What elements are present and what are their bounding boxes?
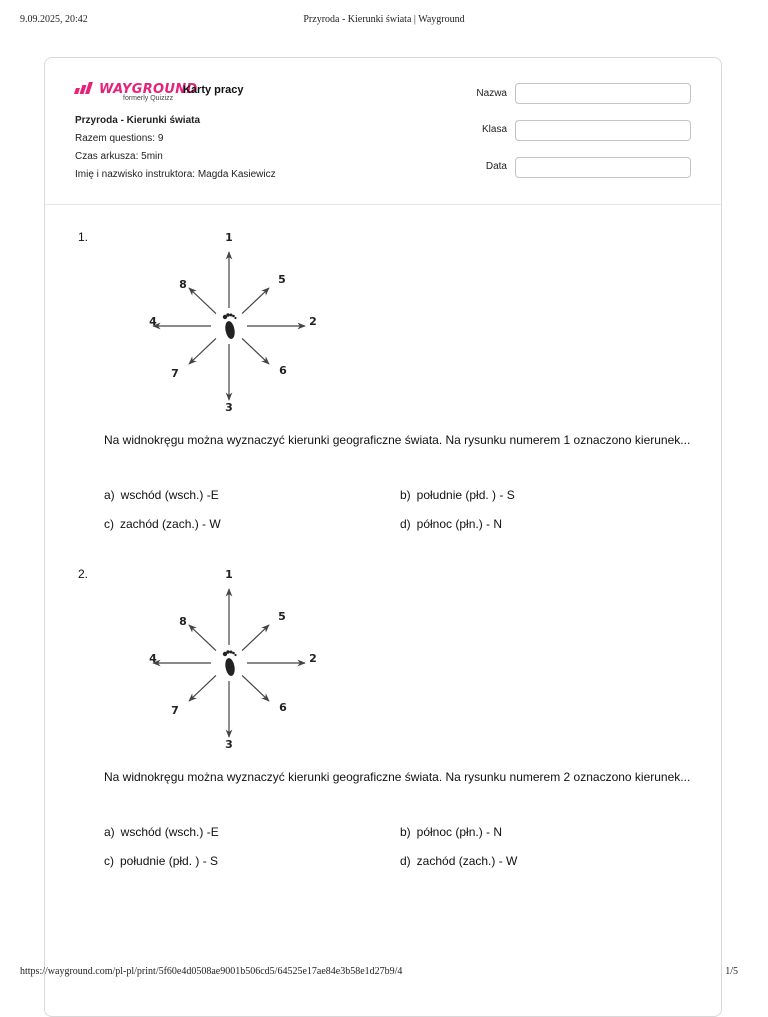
direction-label: 3 [225, 738, 233, 751]
direction-arrow [189, 288, 216, 314]
direction-arrow [189, 338, 216, 364]
direction-label: 8 [179, 615, 187, 628]
option-c[interactable]: c) południe (płd. ) - S [104, 854, 219, 868]
direction-arrow [189, 625, 216, 651]
compass-svg [141, 228, 331, 414]
direction-label: 6 [279, 364, 287, 377]
option-a[interactable]: a) wschód (wsch.) -E [104, 825, 219, 839]
footprint-icon [223, 650, 237, 676]
compass-diagram [141, 565, 331, 751]
date-field[interactable] [515, 157, 691, 178]
print-timestamp: 9.09.2025, 20:42 [20, 14, 88, 25]
page-number: 1/5 [725, 966, 738, 977]
logo-bars-icon [75, 82, 97, 94]
direction-label: 6 [279, 701, 287, 714]
compass-diagram [141, 228, 331, 414]
direction-label: 1 [225, 568, 233, 581]
direction-label: 8 [179, 278, 187, 291]
option-a[interactable]: a) wschód (wsch.) -E [104, 488, 219, 502]
option-d[interactable]: d) północ (płn.) - N [400, 517, 503, 531]
direction-arrow [189, 675, 216, 701]
direction-arrow [242, 625, 269, 651]
direction-label: 4 [149, 652, 157, 665]
logo-wordmark: WAYGROUND [99, 82, 198, 97]
question-number: 1. [78, 230, 89, 244]
print-footer [0, 966, 768, 986]
direction-label: 4 [149, 315, 157, 328]
instructor-name: Imię i nazwisko instruktora: Magda Kasiewicz [75, 169, 276, 180]
worksheet-header [45, 58, 721, 205]
direction-label: 5 [278, 273, 286, 286]
date-label: Data [485, 161, 507, 172]
direction-label: 1 [225, 231, 233, 244]
direction-label: 2 [309, 652, 317, 665]
print-url: https://wayground.com/pl-pl/print/5f60e4d0508ae9001b506cd5/64525e17ae84e3b58e1d27b9/4 [20, 966, 403, 977]
direction-label: 7 [171, 704, 179, 717]
wayground-logo [75, 80, 198, 102]
question-text: Na widnokręgu można wyznaczyć kierunki geograficzne świata. Na rysunku numerem 2 oznaczono kierunek... [104, 770, 691, 784]
worksheet-title: Przyroda - Kierunki świata [75, 115, 201, 126]
name-field[interactable] [515, 83, 691, 104]
direction-label: 3 [225, 401, 233, 414]
question-number: 2. [78, 567, 89, 581]
direction-arrow [242, 675, 269, 701]
question-text: Na widnokręgu można wyznaczyć kierunki geograficzne świata. Na rysunku numerem 1 oznaczono kierunek... [104, 433, 691, 447]
direction-arrow [242, 338, 269, 364]
direction-arrow [242, 288, 269, 314]
name-label: Nazwa [476, 88, 507, 99]
logo-subtitle: formerly Quizizz [123, 95, 174, 102]
class-field[interactable] [515, 120, 691, 141]
option-c[interactable]: c) zachód (zach.) - W [104, 517, 221, 531]
option-d[interactable]: d) zachód (zach.) - W [400, 854, 518, 868]
direction-label: 7 [171, 367, 179, 380]
footprint-icon [223, 313, 237, 339]
question-count: Razem questions: 9 [75, 133, 164, 144]
direction-label: 2 [309, 315, 317, 328]
direction-label: 5 [278, 610, 286, 623]
option-b[interactable]: b) północ (płn.) - N [400, 825, 503, 839]
compass-svg [141, 565, 331, 751]
worksheet-type-label: Karty pracy [183, 84, 244, 96]
worksheet-card [44, 57, 722, 1017]
worksheet-time: Czas arkusza: 5min [75, 151, 163, 162]
option-b[interactable]: b) południe (płd. ) - S [400, 488, 515, 502]
class-label: Klasa [481, 124, 507, 135]
print-title: Przyroda - Kierunki świata | Wayground [303, 14, 465, 25]
print-header [0, 14, 768, 34]
